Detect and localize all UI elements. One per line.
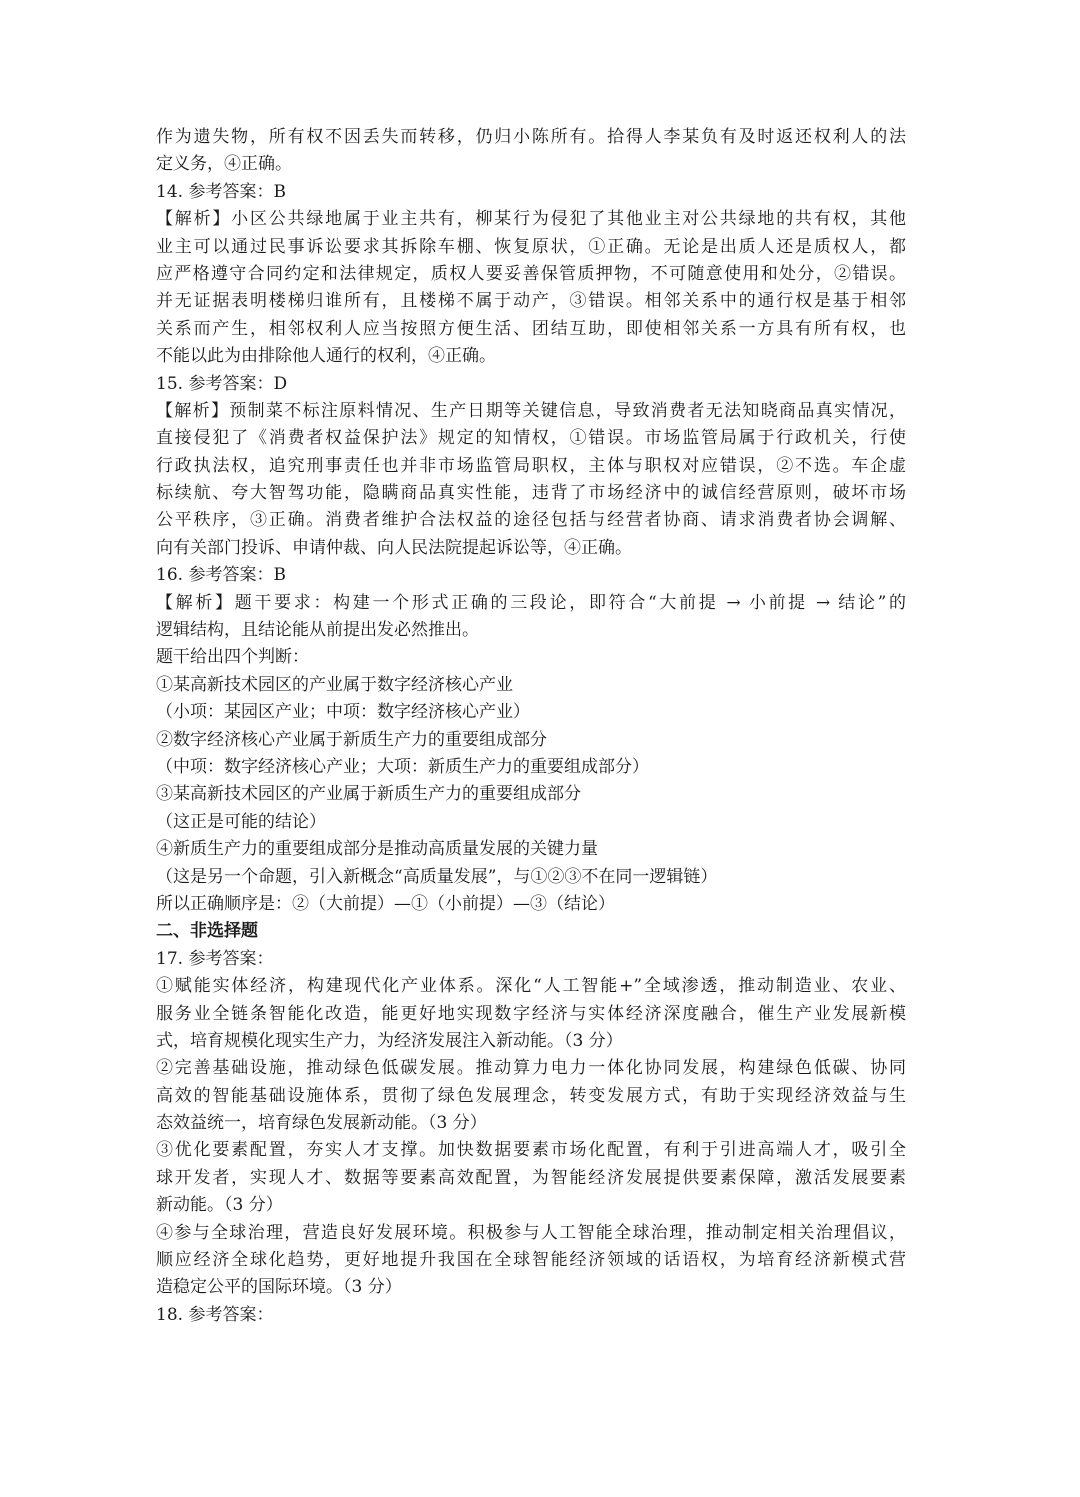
text-line: 新动能。（3 分） (156, 1195, 283, 1216)
text-line: 17. 参考答案： (156, 948, 274, 969)
section-heading: 二、非选择题 (156, 921, 258, 942)
text-line: 【解析】预制菜不标注原料情况、生产日期等关键信息，导致消费者无法知晓商品真实情况， (156, 400, 906, 421)
text-line: 不能以此为由排除他人通行的权利，④正确。 (156, 346, 496, 367)
text-line: ①某高新技术园区的产业属于数字经济核心产业 (156, 674, 513, 695)
text-line: （这是另一个命题，引入新概念“高质量发展”，与①②③不在同一逻辑链） (156, 866, 718, 887)
text-line: ①赋能实体经济，构建现代化产业体系。深化“人工智能+”全域渗透，推动制造业、农业、 (156, 976, 906, 997)
text-line: 球开发者，实现人才、数据等要素高效配置，为智能经济发展提供要素保障，激活发展要素 (156, 1167, 906, 1188)
document-page (156, 124, 906, 1329)
text-line: ④参与全球治理，营造良好发展环境。积极参与人工智能全球治理，推动制定相关治理倡议， (156, 1222, 906, 1243)
text-line: 关系而产生，相邻权利人应当按照方便生活、团结互助，即使相邻关系一方具有所有权，也 (156, 318, 906, 339)
text-line: （这正是可能的结论） (156, 811, 326, 832)
text-line: ④新质生产力的重要组成部分是推动高质量发展的关键力量 (156, 839, 598, 860)
text-line: 服务业全链条智能化改造，能更好地实现数字经济与实体经济深度融合，催生产业发展新模 (156, 1003, 906, 1024)
text-line: （中项：数字经济核心产业；大项：新质生产力的重要组成部分） (156, 756, 649, 777)
text-line: ③优化要素配置，夯实人才支撑。加快数据要素市场化配置，有利于引进高端人才，吸引全 (156, 1140, 906, 1161)
text-line: 16. 参考答案：B (156, 565, 286, 586)
text-line: （小项：某园区产业；中项：数字经济核心产业） (156, 702, 530, 723)
text-line: 定义务，④正确。 (156, 154, 292, 175)
text-line: 行政执法权，追究刑事责任也并非市场监管局职权，主体与职权对应错误，②不选。车企虚 (156, 455, 906, 476)
text-line: 业主可以通过民事诉讼要求其拆除车棚、恢复原状，①正确。无论是出质人还是质权人，都 (156, 236, 906, 257)
text-line: 直接侵犯了《消费者权益保护法》规定的知情权，①错误。市场监管局属于行政机关，行使 (156, 428, 906, 449)
text-line: 15. 参考答案：D (156, 373, 288, 394)
text-line: 标续航、夸大智驾功能，隐瞒商品真实性能，违背了市场经济中的诚信经营原则，破坏市场 (156, 483, 906, 504)
text-line: 题干给出四个判断： (156, 647, 309, 668)
text-line: 应严格遵守合同约定和法律规定，质权人要妥善保管质押物，不可随意使用和处分，②错误。 (156, 263, 906, 284)
text-line: 作为遗失物，所有权不因丢失而转移，仍归小陈所有。拾得人李某负有及时返还权利人的法 (156, 127, 906, 147)
text-line: 公平秩序，③正确。消费者维护合法权益的途径包括与经营者协商、请求消费者协会调解、 (156, 510, 906, 531)
text-line: 顺应经济全球化趋势，更好地提升我国在全球智能经济领域的话语权，为培育经济新模式营 (156, 1250, 906, 1271)
text-line: 【解析】题干要求：构建一个形式正确的三段论，即符合“大前提 → 小前提 → 结论”的 (156, 592, 906, 613)
text-line: 向有关部门投诉、申请仲裁、向人民法院提起诉讼等，④正确。 (156, 537, 632, 558)
text-line: 逻辑结构，且结论能从前提出发必然推出。 (156, 620, 479, 641)
text-line: 14. 参考答案：B (156, 181, 286, 202)
text-line: 【解析】小区公共绿地属于业主共有，柳某行为侵犯了其他业主对公共绿地的共有权，其他 (156, 209, 906, 230)
text-line: 所以正确顺序是：②（大前提）—①（小前提）—③（结论） (156, 893, 615, 914)
text-line: ②完善基础设施，推动绿色低碳发展。推动算力电力一体化协同发展，构建绿色低碳、协同 (156, 1058, 906, 1079)
text-line: 高效的智能基础设施体系，贯彻了绿色发展理念，转变发展方式，有助于实现经济效益与生 (156, 1085, 906, 1106)
text-line: ②数字经济核心产业属于新质生产力的重要组成部分 (156, 729, 547, 750)
text-line: 并无证据表明楼梯归谁所有，且楼梯不属于动产，③错误。相邻关系中的通行权是基于相邻 (156, 291, 906, 312)
text-line: ③某高新技术园区的产业属于新质生产力的重要组成部分 (156, 784, 581, 805)
text-line: 态效益统一，培育绿色发展新动能。（3 分） (156, 1113, 487, 1134)
text-line: 18. 参考答案： (156, 1304, 274, 1325)
text-line: 造稳定公平的国际环境。（3 分） (156, 1277, 402, 1298)
text-line: 式，培育规模化现实生产力，为经济发展注入新动能。（3 分） (156, 1030, 623, 1051)
